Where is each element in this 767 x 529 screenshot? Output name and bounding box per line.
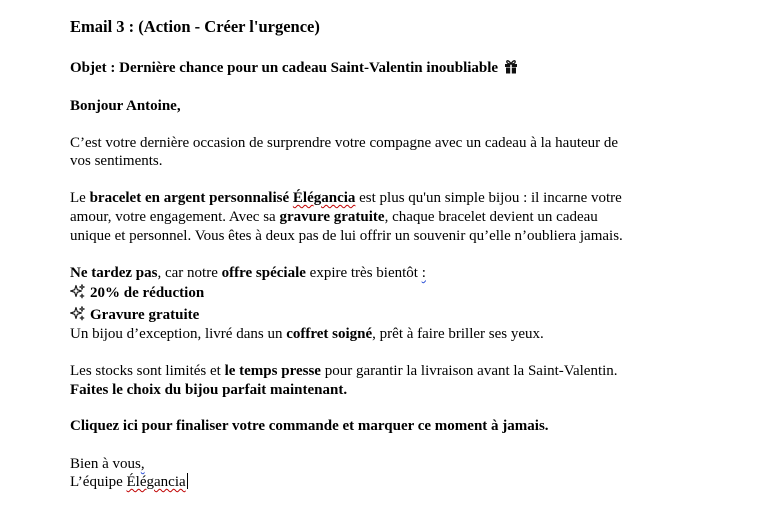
- colon-text: :: [421, 265, 426, 281]
- bold-text: Faites le choix du bijou parfait maintenant.: [70, 382, 348, 398]
- text: L’équipe: [70, 474, 127, 490]
- text: pour garantir la livraison avant la Saint-Valentin.: [320, 363, 618, 379]
- text-cursor: [187, 473, 188, 489]
- bold-text: bracelet en argent personnalisé: [89, 190, 293, 206]
- paragraph-2-line-1: [70, 188, 622, 208]
- subject-text: Objet : Dernière chance pour un cadeau Saint-Valentin inoubliable: [70, 60, 499, 76]
- paragraph-3-line-4: [70, 324, 544, 344]
- text: Le: [70, 190, 90, 206]
- bullet-text: 20% de réduction: [90, 285, 205, 301]
- signoff-line-2: [70, 472, 188, 492]
- text: expire très bientôt: [305, 265, 422, 281]
- cta-text: Cliquez ici pour finaliser votre commande et marquer ce moment à jamais.: [70, 418, 549, 434]
- bold-text: Ne tardez pas: [70, 265, 158, 281]
- text: Un bijou d’exception, livré dans un: [70, 326, 287, 342]
- text: , chaque bracelet devient un cadeau: [384, 209, 598, 225]
- text: , car notre: [157, 265, 222, 281]
- bold-text: gravure gratuite: [279, 209, 385, 225]
- email-subject: [70, 58, 518, 80]
- paragraph-1-line-1: C’est votre dernière occasion de surprendre votre compagne avec un cadeau à la hauteur de: [70, 135, 619, 151]
- brand-name: Élégancia: [126, 474, 186, 490]
- paragraph-1-line-2: vos sentiments.: [70, 153, 163, 169]
- email-greeting: [70, 96, 181, 116]
- bullet-text: Gravure gratuite: [90, 307, 200, 323]
- text: Bien à vous: [70, 456, 141, 472]
- sparkles-icon: [70, 284, 85, 305]
- paragraph-3-line-1: [70, 263, 426, 283]
- text: , prêt à faire briller ses yeux.: [372, 326, 544, 342]
- paragraph-2-line-3: unique et personnel. Vous êtes à deux pas de lui offrir un souvenir qu’elle n’oubliera jamais.: [70, 228, 623, 244]
- bold-text: le temps presse: [224, 363, 321, 379]
- text: est plus qu'un simple bijou : il incarne votre: [355, 190, 622, 206]
- bold-text: coffret soigné: [286, 326, 373, 342]
- paragraph-4-line-2: [70, 380, 347, 400]
- bold-text: offre spéciale: [221, 265, 306, 281]
- comma-text: ,: [140, 456, 145, 472]
- brand-name: Élégancia: [292, 190, 356, 206]
- paragraph-2-line-2: [70, 207, 598, 227]
- paragraph-4-line-1: [70, 361, 618, 381]
- gift-icon: [504, 59, 518, 80]
- call-to-action: [70, 416, 549, 436]
- text: amour, votre engagement. Avec sa: [70, 209, 280, 225]
- greeting-text: Bonjour Antoine,: [70, 98, 181, 114]
- text: Les stocks sont limités et: [70, 363, 225, 379]
- email-heading: Email 3 : (Action - Créer l'urgence): [70, 17, 320, 36]
- signoff-line-1: [70, 454, 145, 474]
- bullet-item-discount: [70, 283, 204, 305]
